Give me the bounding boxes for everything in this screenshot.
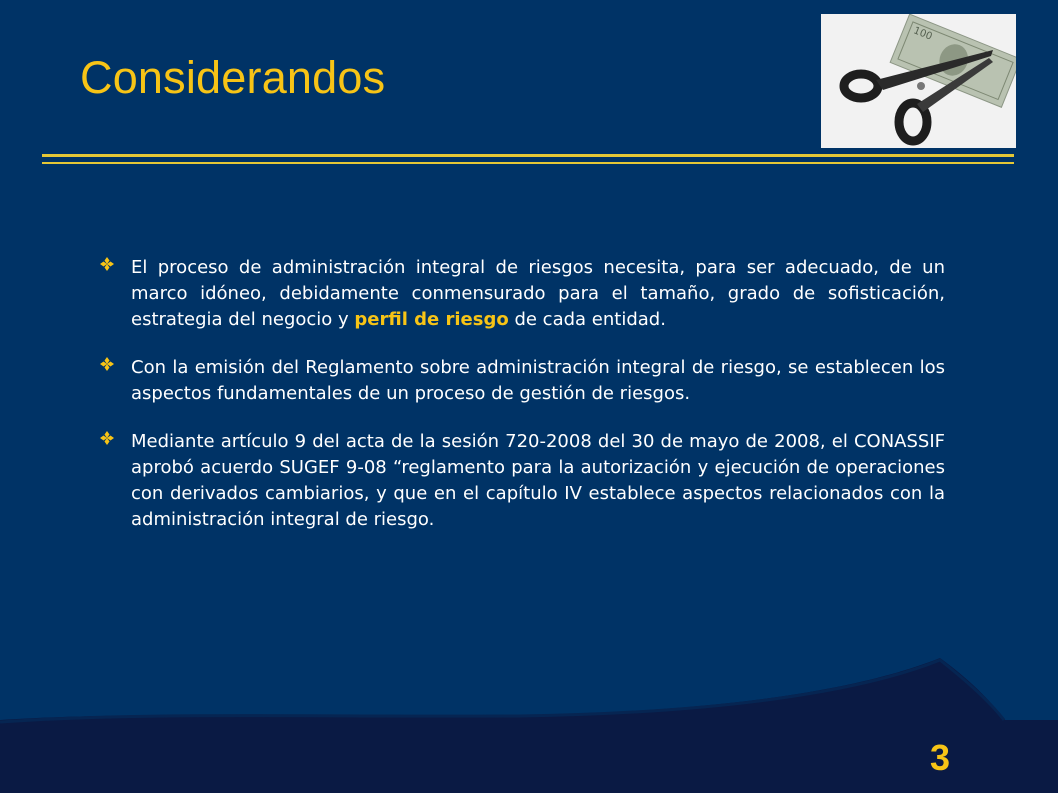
highlighted-term: perfil de riesgo	[354, 309, 509, 330]
title-underline-bottom	[42, 162, 1014, 164]
bullet-text-part: El proceso de administración integral de riesgos necesita, para ser adecuado, de un marco idóneo, debidamente conmensurado para el tamaño, grado de sofisticación, estrategia del negocio y	[131, 257, 945, 330]
svg-text:100: 100	[911, 25, 934, 43]
four-diamond-bullet-icon	[100, 431, 114, 445]
slide-title: Considerandos	[80, 52, 386, 103]
bullet-text-part: de cada entidad.	[508, 309, 666, 330]
four-diamond-bullet-icon	[100, 257, 114, 271]
bullet-text: Con la emisión del Reglamento sobre administración integral de riesgo, se establecen los aspectos fundamentales de un proceso de gestión de riesgos.	[131, 357, 945, 404]
list-item	[100, 255, 945, 333]
bullet-text: Mediante artículo 9 del acta de la sesión 720-2008 del 30 de mayo de 2008, el CONASSIF aprobó acuerdo SUGEF 9-08 “reglamento para la autorización y ejecución de operaciones con derivados cambiarios, y que en el capítulo IV establece aspectos relacionados con la administración integral de riesgo.	[131, 431, 945, 530]
title-underline-top	[42, 154, 1014, 157]
list-item	[100, 429, 945, 533]
bullet-list	[100, 255, 945, 555]
page-number: 3	[930, 737, 951, 778]
scissors-cutting-money-image	[821, 14, 1016, 148]
four-diamond-bullet-icon	[100, 357, 114, 371]
list-item	[100, 355, 945, 407]
bullet-text	[131, 255, 945, 333]
